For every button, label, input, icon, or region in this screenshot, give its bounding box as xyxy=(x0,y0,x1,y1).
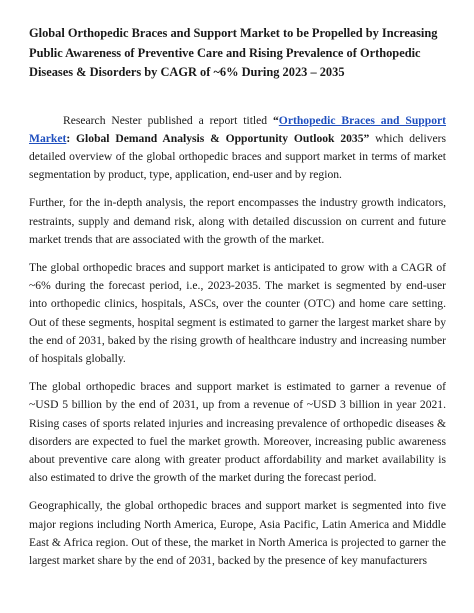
paragraph-revenue: The global orthopedic braces and support market is estimated to garner a revenue of ~USD 5 billion by the end of 2031, up from a revenue of ~USD 3 billion in year 2021. Rising cases of sports related injuries and increasing prevalence of orthopedic diseases & disorders are expected to fuel the market growth. Moreover, increasing public awareness about preventive care along with greater product affordability and market availability is also estimated to drive the growth of the market during the forecast period. xyxy=(29,380,446,485)
paragraph-regions: Geographically, the global orthopedic braces and support market is segmented into five major regions including North America, Europe, Asia Pacific, Latin America and Middle East & Africa region. Out of these, the market in North America is projected to garner the largest market share by the end of 2031, backed by the presence of key manufacturers xyxy=(29,499,446,567)
document-page xyxy=(29,24,446,570)
report-subtitle: : Global Demand Analysis & Opportunity Outlook 2035” xyxy=(66,131,370,145)
paragraph-cagr: The global orthopedic braces and support market is anticipated to grow with a CAGR of ~6% during the forecast period, i.e., 2023-2035. The market is segmented by end-user into orthopedic clinics, hospitals, ASCs, over the counter (OTC) and home care setting. Out of these segments, hospital segment is estimated to garner the largest market share by the end of 2031, baked by the rising growth of healthcare industry and increasing number of hospitals globally. xyxy=(29,260,446,365)
paragraph-analysis: Further, for the in-depth analysis, the report encompasses the industry growth indicators, restraints, supply and demand risk, along with detailed discussion on current and future market trends that are associated with the growth of the market. xyxy=(29,196,446,246)
report-link[interactable]: Orthopedic Braces and Support Market xyxy=(29,113,446,145)
intro-paragraph xyxy=(29,112,446,185)
open-quote: “ xyxy=(273,113,279,127)
document-title: Global Orthopedic Braces and Support Market to be Propelled by Increasing Public Awareness of Preventive Care and Rising Prevalence of Orthopedic Diseases & Disorders by CAGR of ~6% During 2023 – 2035 xyxy=(29,26,438,79)
intro-prefix: Research Nester published a report titled xyxy=(63,113,273,127)
intro-suffix: which delivers detailed overview of the global orthopedic braces and support market in terms of market segmentation by product, type, application, end-user and by region. xyxy=(29,131,446,182)
